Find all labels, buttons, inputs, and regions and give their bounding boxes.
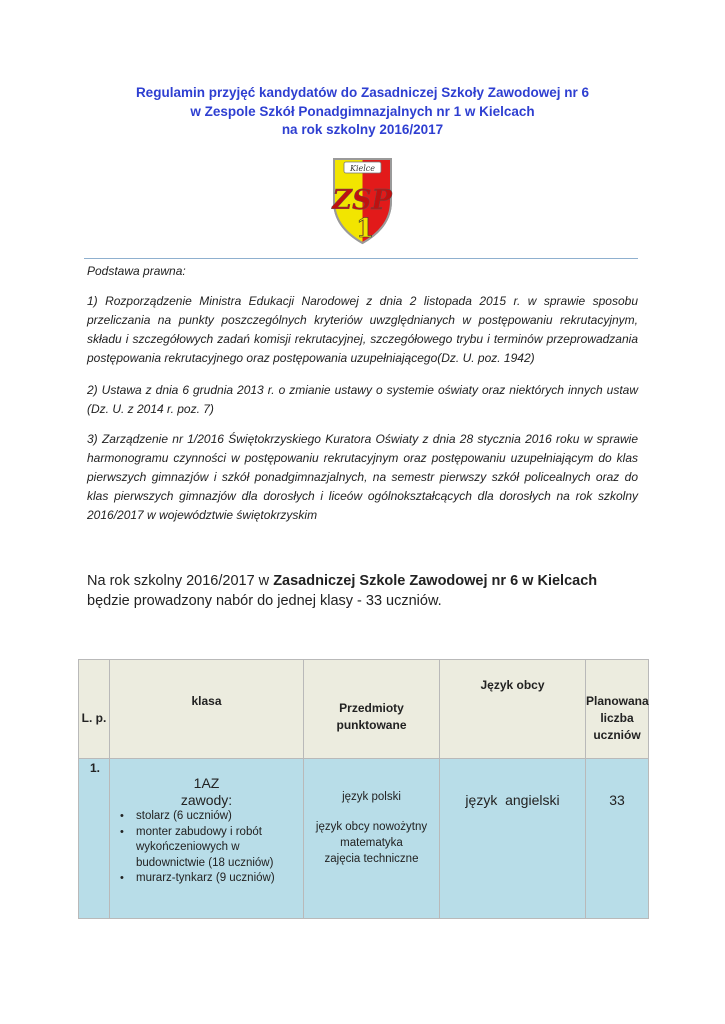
title-line-2: w Zespole Szkół Ponadgimnazjalnych nr 1 w Kielcach: [190, 103, 535, 119]
zawody-list: [110, 809, 286, 887]
zawod-2-text: • monter zabudowy i robót wykończeniowych w budownictwie (18 uczniów): [136, 825, 274, 869]
title-line-1: Regulamin przyjęć kandydatów do Zasadniczej Szkoły Zawodowej nr 6: [135, 85, 590, 100]
logo-city-text: Kielce: [349, 164, 376, 173]
document-title: [0, 84, 725, 140]
row-przedmiot-4: zajęcia techniczne: [324, 853, 419, 865]
legal-basis-item-3: 3) Zarządzenie nr 1/2016 Świętokrzyskiego Kuratora Oświaty z dnia 28 stycznia 2016 roku w sprawie harmonogramu czynności w postępowaniu rekrutacyjnym oraz postępowaniu uzupełniającym do klas pierwszych gimnazjów i szkół ponadgimnazjalnych, na semestr pierwszy szkół policealnych oraz do klas pierwszych gimnazjów dla dorosłych i liceów ogólnokształcących dla dorosłych na rok szkolny 2016/2017 w województwie świętokrzyskim: [87, 432, 638, 522]
row-zawody-label: zawody:: [180, 792, 233, 808]
intro-paragraph: [87, 571, 638, 611]
list-item: [136, 825, 286, 872]
intro-text-before: Na rok szkolny 2016/2017 w: [87, 573, 274, 589]
row-przedmiot-2: język obcy nowożytny: [315, 821, 428, 833]
list-item: • stolarz (6 uczniów): [136, 809, 286, 825]
admissions-table: [78, 659, 649, 919]
title-line-3: na rok szkolny 2016/2017: [281, 122, 444, 137]
row-klasa-name: 1AZ: [193, 775, 220, 791]
table-row: [79, 759, 649, 919]
header-lp: L. p.: [81, 711, 107, 725]
row-przedmiot-1: język polski: [342, 791, 401, 803]
row-jezyk: język angielski: [465, 792, 560, 808]
header-przedmioty-line2: punktowane: [336, 718, 407, 732]
intro-school-name: Zasadniczej Szkole Zawodowej nr 6 w Kielcach: [273, 573, 598, 589]
intro-text-after: będzie prowadzony nabór do jednej klasy - 33 uczniów.: [87, 593, 442, 609]
header-klasa: klasa: [191, 694, 222, 708]
header-planowana-line2: liczba: [600, 711, 634, 725]
logo-letters-text: ZSP: [332, 185, 392, 216]
legal-basis-heading: Podstawa prawna:: [87, 264, 186, 278]
logo-number-text: 1: [355, 214, 375, 244]
legal-basis-item-2: 2) Ustawa z dnia 6 grudnia 2013 r. o zmianie ustawy o systemie oświaty oraz niektórych innych ustaw (Dz. U. z 2014 r. poz. 7): [87, 383, 638, 416]
row-liczba: 33: [609, 792, 625, 808]
row-lp: 1.: [90, 761, 101, 775]
school-crest-logo: [331, 157, 394, 245]
header-przedmioty-line1: Przedmioty: [339, 701, 404, 715]
table-header-row: [79, 660, 649, 759]
legal-basis-item-1: 1) Rozporządzenie Ministra Edukacji Narodowej z dnia 2 listopada 2015 r. w sprawie sposobu przeliczania na punkty poszczególnych kryteriów uwzględnianych w postępowaniu rekrutacyjnym, składu i szczegółowych zadań komisji rekrutacyjnej, szczegółowego trybu i terminów przeprowadzania postępowania rekrutacyjnego oraz postępowania uzupełniającego(Dz. U. poz. 1942): [87, 294, 638, 365]
header-jezyk: Język obcy: [480, 678, 545, 692]
header-planowana-line1: Planowana: [586, 694, 649, 708]
list-item: • murarz-tynkarz (9 uczniów): [136, 871, 286, 887]
row-przedmiot-3: matematyka: [340, 837, 403, 849]
divider-line: [84, 258, 638, 259]
header-planowana-line3: uczniów: [593, 728, 641, 742]
